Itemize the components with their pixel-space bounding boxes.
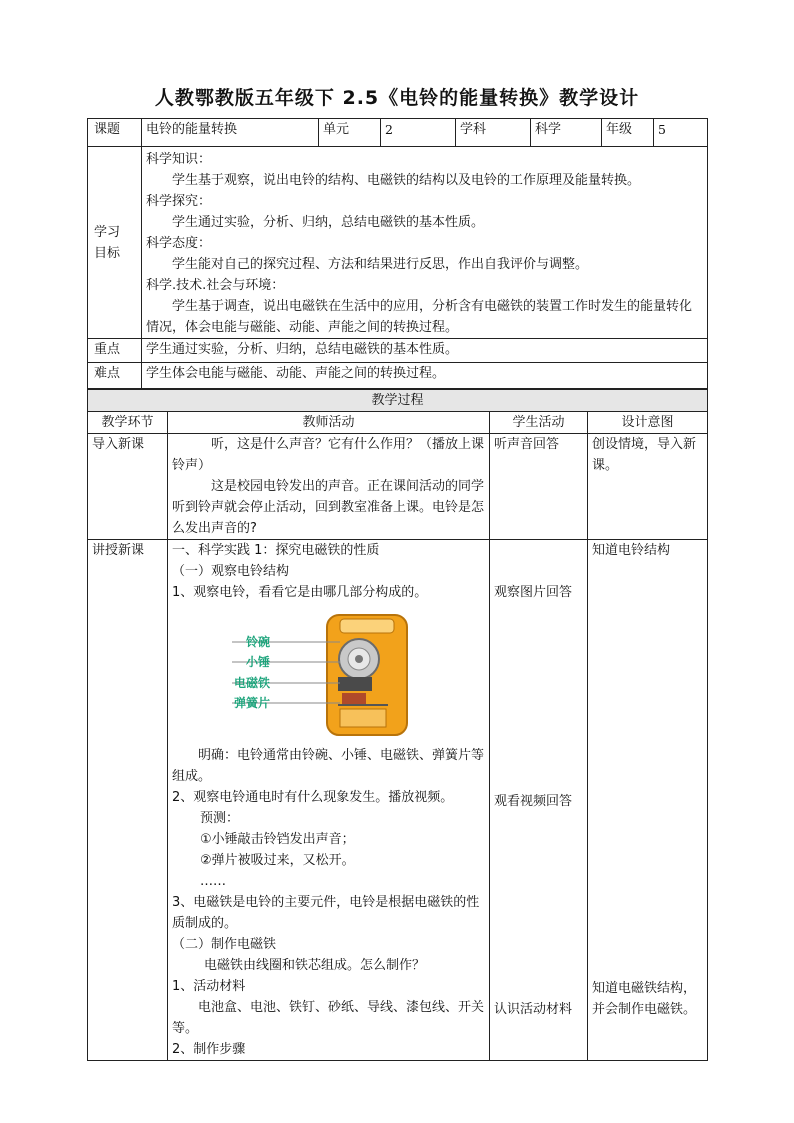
bell-label-electromagnet: 电磁铁: [233, 676, 270, 690]
goal-heading-inquiry: 科学探究：: [146, 194, 212, 209]
lecture-intent: [588, 540, 708, 1061]
lecture-line-electromagnet-role: 3、电磁铁是电铃的主要元件，电铃是根据电磁铁的性质制成的。: [172, 895, 480, 931]
key-value: 学生通过实验，分析、归纳，总结电磁铁的基本性质。: [142, 339, 708, 363]
process-heading-row: [88, 390, 708, 412]
intent-know-electromagnet: 知道电磁铁结构，并会制作电磁铁。: [592, 981, 697, 1017]
subject-value: 科学: [531, 119, 602, 147]
lecture-line-predict-2: ②弹片被吸过来，又松开。: [200, 853, 355, 868]
goals-label-line-2: 目标: [94, 245, 121, 261]
process-table: [87, 389, 708, 1061]
col-header-teacher: 教师活动: [168, 412, 490, 434]
student-watch-video: 观看视频回答: [494, 794, 573, 809]
lecture-line-make-heading: （二）制作电磁铁: [172, 937, 277, 952]
col-header-stage: 教学环节: [88, 412, 168, 434]
difficulty-label: 难点: [88, 363, 142, 389]
lecture-line-observe-bell: 1、观察电铃，看看它是由哪几部分构成的。: [172, 585, 428, 600]
info-row-difficulty: [88, 363, 708, 389]
student-identify-materials: 认识活动材料: [494, 1002, 573, 1017]
intro-teacher-line-2: 这是校园电铃发出的声音。正在课间活动的同学听到铃声就会停止活动，回到教室准备上课。电铃是怎么发出声音的?: [172, 479, 485, 536]
electric-bell-figure: [212, 609, 432, 739]
lecture-line-practice: 一、科学实践 1：探究电磁铁的性质: [172, 543, 380, 558]
intro-teacher-line-1: 听，这是什么声音？它有什么作用？（播放上课铃声）: [172, 437, 485, 473]
goal-heading-sts: 科学.技术.社会与环境：: [146, 278, 285, 293]
lecture-line-make-intro: 电磁铁由线圈和铁芯组成。怎么制作？: [204, 958, 426, 973]
lecture-teacher: [168, 540, 490, 1061]
bell-label-hammer: 小锤: [245, 655, 270, 669]
intro-row: [88, 434, 708, 540]
info-table: [87, 118, 708, 389]
goal-text-sts: 学生基于调查，说出电磁铁在生活中的应用，分析含有电磁铁的装置工作时发生的能量转化情况，体会电能与磁能、动能、声能之间的转换过程。: [146, 299, 693, 335]
lecture-line-materials: 电池盒、电池、铁钉、砂纸、导线、漆包线、开关等。: [172, 1000, 485, 1036]
student-observe-picture: 观察图片回答: [494, 585, 573, 600]
lecture-line-clarify: 明确：电铃通常由铃碗、小锤、电磁铁、弹簧片等组成。: [172, 748, 485, 784]
goals-label-line-1: 学习: [94, 224, 121, 240]
intro-student: 听声音回答: [490, 434, 588, 540]
goal-text-knowledge: 学生基于观察，说出电铃的结构、电磁铁的结构以及电铃的工作原理及能量转换。: [172, 173, 641, 188]
bell-label-spring: 弹簧片: [233, 696, 270, 710]
course-label: 课题: [88, 119, 142, 147]
info-row-course: [88, 119, 708, 147]
electric-bell-illustration: [212, 609, 432, 739]
process-column-headers: [88, 412, 708, 434]
lecture-line-ellipsis: ……: [200, 874, 226, 889]
col-header-intent: 设计意图: [588, 412, 708, 434]
course-value: 电铃的能量转换: [142, 119, 319, 147]
info-row-key: [88, 339, 708, 363]
intro-teacher: [168, 434, 490, 540]
subject-label: 学科: [456, 119, 531, 147]
lecture-line-predict-1: ①小锤敲击铃铛发出声音；: [200, 832, 355, 847]
key-label: 重点: [88, 339, 142, 363]
lecture-stage: 讲授新课: [88, 540, 168, 1061]
lecture-line-steps-heading: 2、制作步骤: [172, 1042, 246, 1057]
bell-label-bowl: 铃碗: [245, 635, 270, 649]
intro-stage: 导入新课: [88, 434, 168, 540]
document-title: 人教鄂教版五年级下 2.5《电铃的能量转换》教学设计: [154, 87, 640, 109]
lecture-line-predict: 预测：: [200, 811, 240, 826]
intro-intent: 创设情境，导入新课。: [588, 434, 708, 540]
goals-content: [142, 147, 708, 339]
goal-heading-knowledge: 科学知识：: [146, 152, 212, 167]
lecture-line-observe-heading: （一）观察电铃结构: [172, 564, 290, 579]
unit-value: 2: [381, 119, 456, 147]
col-header-student: 学生活动: [490, 412, 588, 434]
lecture-line-observe-video: 2、观察电铃通电时有什么现象发生。播放视频。: [172, 790, 454, 805]
grade-value: 5: [654, 119, 708, 147]
info-row-goals: [88, 147, 708, 339]
difficulty-value: 学生体会电能与磁能、动能、声能之间的转换过程。: [142, 363, 708, 389]
lecture-student: [490, 540, 588, 1061]
lecture-line-materials-heading: 1、活动材料: [172, 979, 246, 994]
goal-text-attitude: 学生能对自己的探究过程、方法和结果进行反思，作出自我评价与调整。: [172, 257, 589, 272]
process-heading: 教学过程: [88, 390, 708, 412]
goals-label: [88, 147, 142, 339]
lecture-row: [88, 540, 708, 1061]
intent-know-bell: 知道电铃结构: [592, 543, 671, 558]
goal-text-inquiry: 学生通过实验，分析、归纳，总结电磁铁的基本性质。: [172, 215, 485, 230]
unit-label: 单元: [319, 119, 381, 147]
goal-heading-attitude: 科学态度：: [146, 236, 212, 251]
grade-label: 年级: [602, 119, 654, 147]
